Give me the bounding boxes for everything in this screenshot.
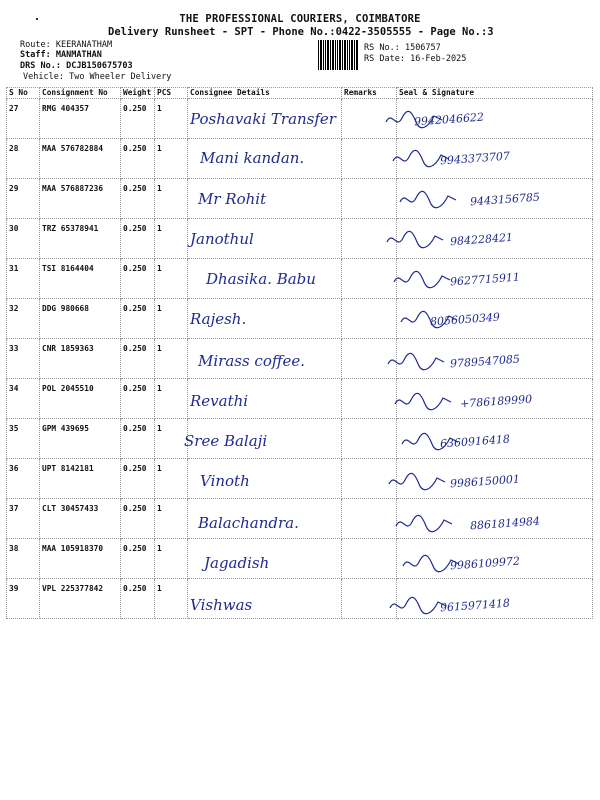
signature-scribble bbox=[385, 228, 445, 252]
cell-weight: 0.250 bbox=[121, 139, 155, 179]
cell-pcs: 1 bbox=[155, 539, 188, 579]
handwritten-consignee-name: Jagadish bbox=[204, 554, 270, 572]
cell-weight: 0.250 bbox=[121, 99, 155, 139]
cell-consignment: TSI 8164404 bbox=[40, 259, 121, 299]
cell-consignment: MAA 105918370 bbox=[40, 539, 121, 579]
remarks-cell bbox=[342, 419, 397, 459]
handwritten-phone: 6360916418 bbox=[439, 432, 511, 451]
cell-sno: 31 bbox=[7, 259, 40, 299]
col-remarks: Remarks bbox=[342, 88, 397, 99]
cell-weight: 0.250 bbox=[121, 219, 155, 259]
cell-consignment: CNR 1859363 bbox=[40, 339, 121, 379]
rs-no-line bbox=[364, 43, 441, 53]
cell-pcs: 1 bbox=[155, 579, 188, 619]
handwritten-consignee-name: Vishwas bbox=[190, 596, 253, 614]
cell-consignment: MAA 576782884 bbox=[40, 139, 121, 179]
cell-pcs: 1 bbox=[155, 99, 188, 139]
vehicle-label: Vehicle: bbox=[23, 72, 64, 82]
cell-weight: 0.250 bbox=[121, 459, 155, 499]
cell-sno: 32 bbox=[7, 299, 40, 339]
handwritten-consignee-name: Revathi bbox=[190, 392, 249, 410]
cell-consignment: DDG 980668 bbox=[40, 299, 121, 339]
signature-scribble bbox=[387, 470, 447, 494]
remarks-cell bbox=[342, 139, 397, 179]
cell-consignment: CLT 30457433 bbox=[40, 499, 121, 539]
handwritten-phone: 9627715911 bbox=[449, 270, 521, 289]
signature-scribble bbox=[401, 552, 461, 576]
remarks-cell bbox=[342, 259, 397, 299]
cell-pcs: 1 bbox=[155, 259, 188, 299]
signature-scribble bbox=[400, 430, 460, 454]
handwritten-phone: 9986150001 bbox=[449, 472, 521, 491]
runsheet-title: Delivery Runsheet - SPT - Phone No.:0422-3505555 - Page No.:3 bbox=[108, 26, 494, 38]
cell-consignment: MAA 576887236 bbox=[40, 179, 121, 219]
col-consignment: Consignment No bbox=[40, 88, 121, 99]
cell-consignment: GPM 439695 bbox=[40, 419, 121, 459]
signature-scribble bbox=[399, 308, 459, 332]
vehicle-line bbox=[23, 72, 171, 82]
cell-pcs: 1 bbox=[155, 139, 188, 179]
route-label: Route: bbox=[20, 40, 51, 50]
remarks-cell bbox=[342, 379, 397, 419]
cell-pcs: 1 bbox=[155, 299, 188, 339]
staff-value: MANMATHAN bbox=[55, 50, 102, 60]
cell-pcs: 1 bbox=[155, 419, 188, 459]
drs-label: DRS No.: bbox=[20, 61, 61, 71]
cell-sno: 36 bbox=[7, 459, 40, 499]
cell-sno: 39 bbox=[7, 579, 40, 619]
handwritten-phone: 984228421 bbox=[449, 230, 514, 249]
route-value: KEERANATHAM bbox=[55, 40, 113, 50]
cell-sno: 27 bbox=[7, 99, 40, 139]
rs-date-line bbox=[364, 54, 466, 64]
handwritten-phone: 8861814984 bbox=[469, 514, 541, 533]
barcode-icon bbox=[318, 40, 358, 70]
handwritten-consignee-name: Vinoth bbox=[200, 472, 250, 490]
handwritten-consignee-name: Mirass coffee. bbox=[198, 352, 306, 370]
handwritten-phone: 8056050349 bbox=[429, 310, 501, 329]
cell-sno: 37 bbox=[7, 499, 40, 539]
cell-weight: 0.250 bbox=[121, 339, 155, 379]
cell-consignment: POL 2045510 bbox=[40, 379, 121, 419]
cell-pcs: 1 bbox=[155, 179, 188, 219]
cell-sno: 28 bbox=[7, 139, 40, 179]
rs-date-value: 16-Feb-2025 bbox=[410, 54, 467, 64]
signature-scribble bbox=[386, 350, 446, 374]
rs-no-label: RS No.: bbox=[364, 43, 400, 53]
cell-sno: 38 bbox=[7, 539, 40, 579]
signature-scribble bbox=[384, 108, 444, 132]
handwritten-phone: +786189990 bbox=[459, 392, 533, 411]
cell-pcs: 1 bbox=[155, 339, 188, 379]
handwritten-consignee-name: Mani kandan. bbox=[200, 149, 305, 167]
handwritten-phone: 9615971418 bbox=[439, 596, 511, 615]
remarks-cell bbox=[342, 299, 397, 339]
rs-no-value: 1506757 bbox=[404, 43, 441, 53]
cell-weight: 0.250 bbox=[121, 499, 155, 539]
signature-scribble bbox=[388, 594, 448, 618]
handwritten-phone: 9986109972 bbox=[449, 554, 521, 573]
handwritten-consignee-name: Sree Balaji bbox=[184, 432, 268, 450]
cell-weight: 0.250 bbox=[121, 579, 155, 619]
staff-label: Staff: bbox=[20, 50, 51, 60]
cell-pcs: 1 bbox=[155, 459, 188, 499]
company-name: THE PROFESSIONAL COURIERS, COIMBATORE bbox=[179, 13, 421, 25]
signature-scribble bbox=[394, 512, 454, 536]
handwritten-phone: 9789547085 bbox=[449, 352, 521, 371]
handwritten-phone: 9943373707 bbox=[439, 149, 511, 168]
drs-line bbox=[20, 61, 133, 71]
cell-weight: 0.250 bbox=[121, 539, 155, 579]
handwritten-consignee-name: Poshavaki Transfer bbox=[190, 110, 336, 128]
handwritten-consignee-name: Dhasika. Babu bbox=[206, 270, 316, 288]
cell-pcs: 1 bbox=[155, 219, 188, 259]
col-pcs: PCS bbox=[155, 88, 188, 99]
cell-weight: 0.250 bbox=[121, 259, 155, 299]
signature-scribble bbox=[392, 268, 452, 292]
handwritten-consignee-name: Janothul bbox=[190, 230, 254, 248]
cell-consignment: RMG 404357 bbox=[40, 99, 121, 139]
route-line bbox=[20, 40, 112, 50]
vehicle-value: Two Wheeler Delivery bbox=[69, 72, 172, 82]
cell-consignment: UPT 8142181 bbox=[40, 459, 121, 499]
col-sno: S No bbox=[7, 88, 40, 99]
remarks-cell bbox=[342, 539, 397, 579]
handwritten-consignee-name: Balachandra. bbox=[198, 514, 299, 532]
cell-pcs: 1 bbox=[155, 499, 188, 539]
cell-weight: 0.250 bbox=[121, 419, 155, 459]
cell-pcs: 1 bbox=[155, 379, 188, 419]
remarks-cell bbox=[342, 499, 397, 539]
cell-sno: 35 bbox=[7, 419, 40, 459]
cell-sno: 30 bbox=[7, 219, 40, 259]
cell-sno: 33 bbox=[7, 339, 40, 379]
table-row bbox=[7, 299, 593, 339]
cell-weight: 0.250 bbox=[121, 379, 155, 419]
handwritten-phone: 9942046622 bbox=[413, 110, 485, 129]
cell-consignment: TRZ 65378941 bbox=[40, 219, 121, 259]
cell-sno: 29 bbox=[7, 179, 40, 219]
signature-scribble bbox=[391, 147, 451, 171]
signature-scribble bbox=[398, 188, 458, 212]
col-weight: Weight bbox=[121, 88, 155, 99]
cell-sno: 34 bbox=[7, 379, 40, 419]
col-seal-signature: Seal & Signature bbox=[397, 88, 593, 99]
table-header-row bbox=[7, 88, 593, 99]
signature-scribble bbox=[393, 390, 453, 414]
cell-consignment: VPL 225377842 bbox=[40, 579, 121, 619]
rs-date-label: RS Date: bbox=[364, 54, 405, 64]
staff-line bbox=[20, 50, 102, 60]
cell-weight: 0.250 bbox=[121, 299, 155, 339]
handwritten-consignee-name: Mr Rohit bbox=[198, 190, 267, 208]
col-consignee: Consignee Details bbox=[188, 88, 342, 99]
cell-weight: 0.250 bbox=[121, 179, 155, 219]
remarks-cell bbox=[342, 179, 397, 219]
handwritten-consignee-name: Rajesh. bbox=[190, 310, 247, 328]
drs-value: DCJB150675703 bbox=[66, 61, 133, 71]
handwritten-phone: 9443156785 bbox=[469, 190, 541, 209]
